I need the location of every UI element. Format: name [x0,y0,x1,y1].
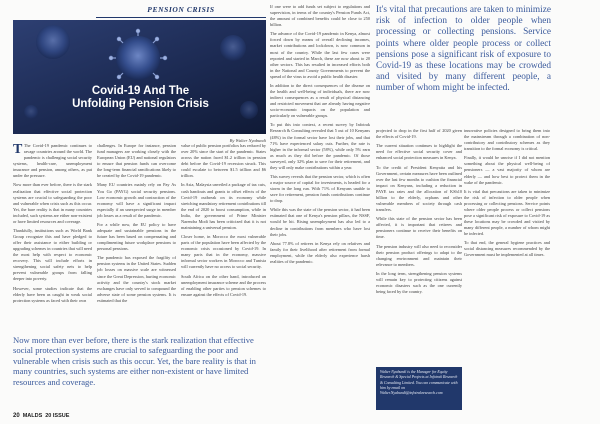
paragraph: This survey reveals that the pension sector, which is often a major source of capital for investments, is headed for a storm in the long run. With 71% of Kenyans unable to save for retirement, pension funds contributions continue to drop. [270,173,370,204]
article-title: Covid-19 And The Unfolding Pension Crisis [72,85,209,110]
body-column-1: T The Covid-19 pandemic continues to ravage countries around the world. The pandemic is challenging social security systems, health-care, unemployment insurance and pension, among others, as put under the pressure. Now more than ever before, there is the stark realization that effective social protection systems are crucial to safeguarding the poor and vulnerable when crisis such as this occur. Yet, the bare reality is that in many countries included, such systems are either non-existent or have limited resources and coverage. Thankfully, institutions such as World Bank Group recognize this and have pledged to offer their assistance to either building or upgrading schemes in countries that will need the most help with respect to economic recovery. This will include efforts in strengthening social safety nets to help prevent vulnerable groups from falling deeper into poverty. However, some studies indicate that the elderly have been as caught in weak social protection systems as faced with their own [13,143,92,303]
body-column-2 [97,143,176,331]
paragraph: challenges. In Europe for instance, pension fund managers are working closely with the European Union (EU) and national regulators to ensure that pension funds can overcome the long-term financial ramifications likely to be created by the Covid-19 pandemic. [97,143,176,179]
hero-image [13,20,266,134]
issue-label: 20 ISSUE [45,413,70,419]
paragraph: value of public pension portfolios has reduced by over 20% since the start of the pandemic. States across the nation faced $1.2 trillion in pension debt before the Covid-19 recession struck. This could escalate to between $1.5 trillion and $6 trillion. [181,143,266,179]
section-tag-label: PENSION CRISIS [147,5,215,14]
paragraph: Thankfully, institutions such as World Bank Group recognize this and have pledged to offer their assistance to either building or upgrading schemes in countries that will need the most help with respect to economic recovery. This will include efforts in strengthening social safety nets to help prevent vulnerable groups from falling deeper into poverty. [13,227,92,282]
paragraph: However, some studies indicate that the elderly have been as caught in weak social protection systems as faced with their own [13,285,92,303]
paragraph: It is vital that precautions are taken to minimize the risk of infection to older people when processing or collecting pensions. Service points where older people process or collect pensions pose a significant risk of exposure to Covid-19 as these locations may be crowded and visited by many different people, a number of whom might be infected. [464,188,550,237]
body-column-5 [376,128,462,363]
paragraph: In addition to the direct consequences of the disease on the health and well-being of individuals, there are now indirect consequences as a result of physical distancing and restricted movement that are already having negative socio-economic impacts on the population and particularly on vulnerable groups. [270,82,370,119]
paragraph: Finally, it would be unwise if I did not mention something about the physical well-being of pensioners — a vast majority of whom are elderly — and how best to protect them in the wake of the pandemic. [464,155,550,185]
paragraph: Now more than ever before, there is the stark realization that effective social protection systems are crucial to safeguarding the poor and vulnerable when crisis such as this occur. Yet, the bare reality is that in many countries included, such systems are either non-existent or have limited resources and coverage. [13,182,92,224]
paragraph: About 77.8% of retirees in Kenya rely on relatives and family for their livelihood after retirement from formal employment, while the elderly also experience harsh realities of the pandemic. [270,240,370,264]
page-footer [13,411,69,421]
pull-quote-bottom: Now more than ever before, there is the stark realization that effective social protection systems are crucial to safeguarding the poor and vulnerable when crisis such as this occur. Yet, the bare reality is that in many countries, such systems are either non-existent or have limited resources and coverage. [13,335,256,387]
paragraph: While this state of the pension sector has been affected, it is important that retirees and pensioners continue to receive their benefits on time. [376,216,462,240]
paragraph: South Africa on the other hand, introduced an unemployment insurance scheme and the process of enabling other parties to pension schemes to ensure against the effects of Covid-19. [181,273,266,297]
paragraph: projected to drop in the first half of 2020 given the effects of Covid-19. [376,128,462,140]
paragraph: To put this into context, a recent survey by Infotrak Research & Consulting revealed that 5 out of 10 Kenyans (48%) in the formal sector have lost their jobs, and that 71% have experienced salary cuts. Further, the rate is higher in the informal sector (58%), while only 5% earn as much as they did before the pandemic. Of those surveyed, only 32% plan to save for their retirement, and they will only make contributions within a year. [270,122,370,170]
author-bio: Walter Nyabundi is the Manager for Equity Research & Special Projects at Infotrak Research & Consulting Limited. You can communicate with him by email on Walter.Nyabundi@infotrakresearch.com [376,367,462,410]
page-number: 20 [13,413,20,419]
paragraph: While this was the state of the pension sector, it had been estimated that one of Kenya's pension pillars, the NSSF, would be hit. Rising unemployment has also led to a decline in contributions from members who have lost their jobs. [270,207,370,237]
paragraph: Many EU countries mainly rely on Pay As You Go (PAYG) social security pensions. Low economic growth and contraction of the economy will have a significant impact especially if an unexpected surge in member job losses as a result of the pandemic. [97,182,176,218]
body-column-3 [181,143,266,331]
body-column-4 [270,4,370,409]
drop-cap: T [13,143,23,157]
paragraph: The advance of the Covid-19 pandemic in Kenya, almost forced down by means of overall declining incomes, market contributions and lockdown, is now common in most of the country. While the last few cases were reported and started in March, these are now about to 20 other sectors. This has resulted in increased efforts both in the National and County Governments to prevent the spread of the virus to avoid a public health disaster. [270,31,370,79]
paragraph: If one were to add funds set subject to regulations and supervision, in terms of the country's Pension Funds Act, the amount of combined benefits could be close to 250 billion. [270,4,370,28]
body-column-6 [464,128,550,400]
paragraph: In Asia, Malaysia unveiled a package of tax cuts, cash handouts and grants to offset effects of the Covid-19 outbreak on its economy while stretching mandatory retirement contributions till the end of 2020 to boost consumption, while in India, the government of Prime Minister Narendra Modi has been criticized that it is not maintaining a universal pension. [181,182,266,230]
virus-illustration [13,20,266,134]
paragraph: In the long term, strengthening pension systems will remain key to protecting citizens against economic disasters such as the one currently being faced by the country. [376,270,462,295]
pull-quote-right: It's vital that precautions are taken to minimize risk of infection to older people when processing or collecting pensions. Service points where older people process or collect pensions pose a significant risk of exposure to Covid-19 as these locations may be crowded and visited by many different people, a number of whom might be infected. [376,5,551,94]
paragraph: The current situation continues to highlight the need for effective social security cover and enhanced social protection measures in Kenya. [376,143,462,161]
paragraph: The pension industry will also need to reconsider their pension product offerings to adapt to the changing environment and maintain their relevance to members. [376,243,462,267]
paragraph: To the credit of President Kenyatta and his Government, certain measures have been outlined over the last few months to cushion the financial impact on Kenyans, including a reduction in PAYE tax rates and the allocation of KSh10 billion to the elderly, orphans and other vulnerable members of society through cash transfers. [376,164,462,212]
byline: By Walter Nyabundi [229,138,266,143]
section-tag [96,5,266,18]
magazine-name: MALDS [22,413,43,419]
paragraph: For a while now, the EU policy to have adequate and sustainable pensions in the future has been based on compensating and complimenting future workplace pensions to personal pensions. [97,221,176,252]
paragraph: innovative policies designed to bring them into the mainstream through a combination of non-contributory and contributory schemes as they transition to the formal economy is critical. [464,128,550,152]
paragraph: The pandemic has exposed the fragility of pension systems in the United States. Sudden job losses on massive scale are witnessed since the Great Depression, hurting economic activity and the country's stock market exchanges have only served to compound the adverse state of some pension systems. It is estimated that the [97,255,176,303]
paragraph: To that end, the general hygiene practices and social distancing measures recommended by the Government must be implemented at all times. [464,240,550,258]
paragraph: Closer home, in Morocco the most vulnerable parts of the population have been affected by the economic crisis occasioned by Covid-19. In many parts that in the economy, massive informal sector workers in Morocco and Tunisia will currently have no access to social security. [181,234,266,270]
